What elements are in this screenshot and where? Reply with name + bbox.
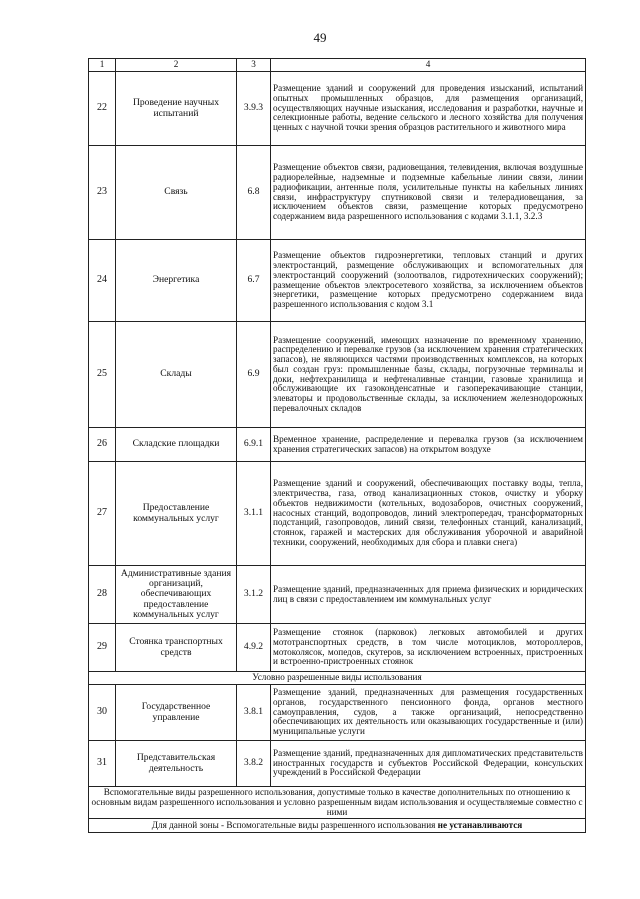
header-cell: 1 <box>89 59 116 72</box>
page-number: 49 <box>313 30 327 45</box>
use-type-description: Временное хранение, распределение и перевалка грузов (за исключением хранения стратегических запасов) на открытом воздухе <box>271 428 586 462</box>
auxiliary-note <box>89 819 586 833</box>
header-cell: 3 <box>237 59 271 72</box>
use-type-name: Связь <box>116 146 237 240</box>
table-row <box>89 322 586 428</box>
use-type-code: 3.1.1 <box>237 462 271 566</box>
use-type-code: 3.8.2 <box>237 741 271 787</box>
table-row <box>89 462 586 566</box>
use-type-description: Размещение сооружений, имеющих назначение по временному хранению, распределению и перевалке грузов (за исключением хранения стратегических запасов), не являющихся частями производственных комплексов, на которых был создан груз: промышленные базы, склады, погрузочные терминалы и доки, нефтехранилища и нефтеналивные станции, газовые хранилища и обслуживающие их газоконденсатные и газоперекачивающие станции, элеваторы и продовольственные склады, за исключением железнодорожных перевалочных складов <box>271 322 586 428</box>
use-type-code: 6.9.1 <box>237 428 271 462</box>
table-row <box>89 240 586 322</box>
use-type-name: Государственное управление <box>116 685 237 741</box>
section-row <box>89 787 586 819</box>
use-type-code: 6.7 <box>237 240 271 322</box>
use-type-description: Размещение объектов гидроэнергетики, тепловых станций и других электростанций, размещение обслуживающих и вспомогательных для электростанций сооружений (золоотвалов, гидротехнических сооружений); размещение объектов электросетевого хозяйства, за исключением объектов энергетики, размещение которых предусмотрено содержанием вида разрешенного использования с кодом 3.1 <box>271 240 586 322</box>
table-row <box>89 428 586 462</box>
row-number: 26 <box>89 428 116 462</box>
header-row <box>89 59 586 72</box>
use-type-description: Размещение зданий и сооружений для проведения изысканий, испытаний опытных промышленных образцов, для размещения организаций, осуществляющих научные изыскания, исследования и разработки, научные и селекционные работы, ведение сельского и лесного хозяйства для получения ценных с научной точки зрения образцов растительного и животного мира <box>271 72 586 146</box>
table-row <box>89 72 586 146</box>
auxiliary-note-emphasis: не устанавливаются <box>437 819 523 830</box>
row-number: 27 <box>89 462 116 566</box>
table-row <box>89 566 586 624</box>
section-title-conditional: Условно разрешенные виды использования <box>89 672 586 685</box>
use-type-name: Представительская деятельность <box>116 741 237 787</box>
table-row <box>89 685 586 741</box>
table-row <box>89 741 586 787</box>
use-type-code: 3.9.3 <box>237 72 271 146</box>
row-number: 25 <box>89 322 116 428</box>
land-use-table <box>88 58 586 833</box>
table-row <box>89 624 586 672</box>
row-number: 31 <box>89 741 116 787</box>
row-number: 30 <box>89 685 116 741</box>
use-type-description: Размещение зданий и сооружений, обеспечивающих поставку воды, тепла, электричества, газа, отвод канализационных стоков, очистку и уборку объектов недвижимости (котельных, водозаборов, очистных сооружений, насосных станций, водопроводов, линий электропередач, трансформаторных подстанций, газопроводов, линий связи, телефонных станций, канализаций, стоянок, гаражей и мастерских для обслуживания уборочной и аварийной техники, сооружений, необходимых для сбора и плавки снега) <box>271 462 586 566</box>
row-number: 24 <box>89 240 116 322</box>
use-type-name: Административные здания организаций, обеспечивающих предоставление коммунальных услуг <box>116 566 237 624</box>
header-cell: 2 <box>116 59 237 72</box>
row-number: 22 <box>89 72 116 146</box>
use-type-code: 3.8.1 <box>237 685 271 741</box>
use-type-name: Предоставление коммунальных услуг <box>116 462 237 566</box>
table-row <box>89 146 586 240</box>
auxiliary-note-text: Для данной зоны - Вспомогательные виды разрешенного использования <box>151 819 438 830</box>
use-type-description: Размещение стоянок (парковок) легковых автомобилей и других мототранспортных средств, в том числе мотоциклов, мотороллеров, мотоколясок, мопедов, скутеров, за исключением встроенных, пристроенных и встроенно-пристроенных стоянок <box>271 624 586 672</box>
use-type-name: Стоянка транспортных средств <box>116 624 237 672</box>
row-number: 23 <box>89 146 116 240</box>
use-type-description: Размещение зданий, предназначенных для приема физических и юридических лиц в связи с предоставлением им коммунальных услуг <box>271 566 586 624</box>
use-type-description: Размещение объектов связи, радиовещания, телевидения, включая воздушные радиорелейные, надземные и подземные кабельные линии связи, линии радиофикации, антенные поля, усилительные пункты на кабельных линиях связи, инфраструктуру спутниковой связи и телерадиовещания, за исключением объектов связи, размещение которых предусмотрено содержанием вида разрешенного использования с кодами 3.1.1, 3.2.3 <box>271 146 586 240</box>
header-cell: 4 <box>271 59 586 72</box>
use-type-code: 4.9.2 <box>237 624 271 672</box>
use-type-code: 3.1.2 <box>237 566 271 624</box>
use-type-code: 6.8 <box>237 146 271 240</box>
section-title-auxiliary: Вспомогательные виды разрешенного использования, допустимые только в качестве дополнительных по отношению к основным видам разрешенного использования и условно разрешенным видам использования и осуществляемые совместно с ними <box>89 787 586 819</box>
use-type-name: Складские площадки <box>116 428 237 462</box>
use-type-description: Размещение зданий, предназначенных для дипломатических представительств иностранных государств и субъектов Российской Федерации, консульских учреждений в Российской Федерации <box>271 741 586 787</box>
use-type-description: Размещение зданий, предназначенных для размещения государственных органов, государственного пенсионного фонда, органов местного самоуправления, судов, а также организаций, непосредственно обеспечивающих их деятельность или оказывающих государственные и (или) муниципальные услуги <box>271 685 586 741</box>
section-row <box>89 672 586 685</box>
use-type-name: Проведение научных испытаний <box>116 72 237 146</box>
row-number: 29 <box>89 624 116 672</box>
use-type-code: 6.9 <box>237 322 271 428</box>
use-type-name: Склады <box>116 322 237 428</box>
use-type-name: Энергетика <box>116 240 237 322</box>
row-number: 28 <box>89 566 116 624</box>
note-row <box>89 819 586 833</box>
